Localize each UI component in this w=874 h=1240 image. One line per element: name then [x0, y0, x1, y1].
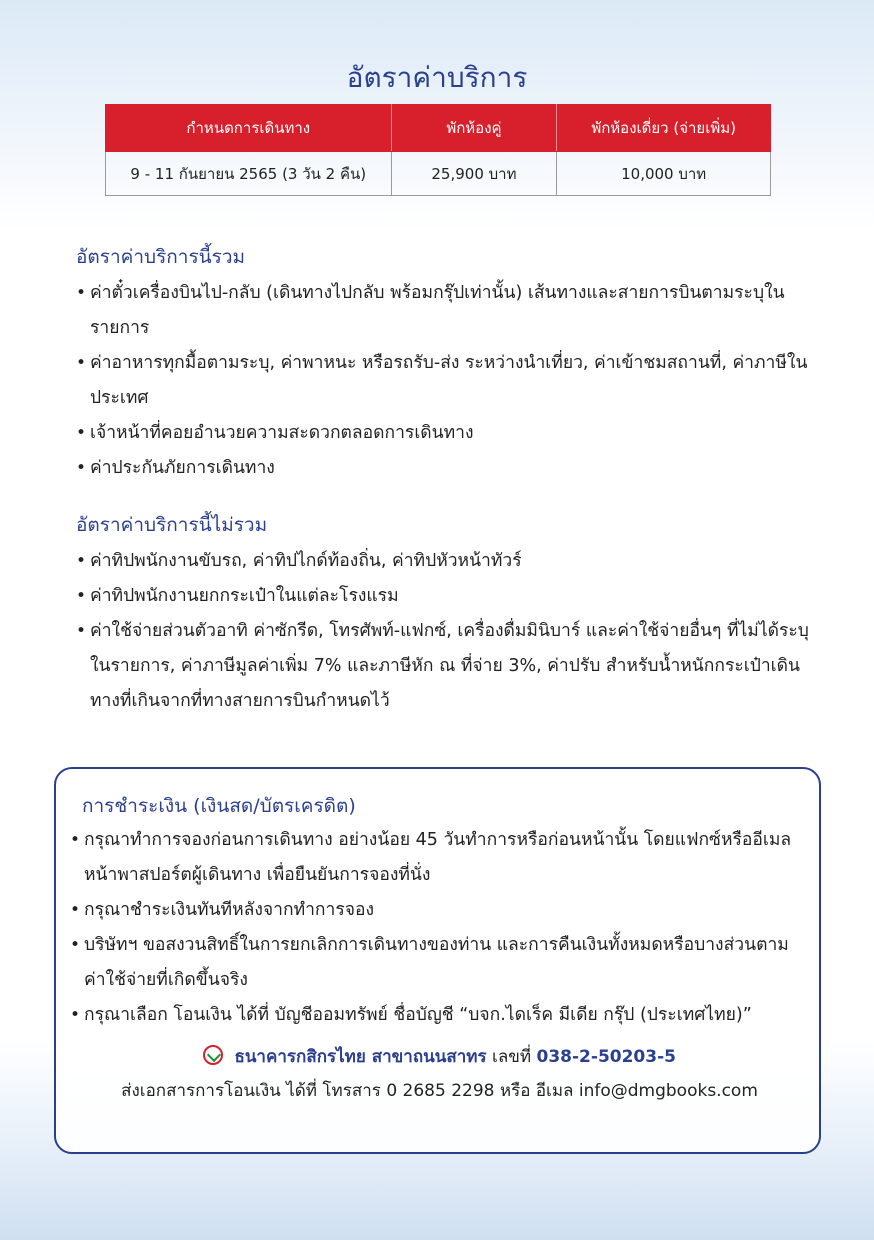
- account-label: เลขที่: [492, 1047, 532, 1067]
- column-header-travel-date: กำหนดการเดินทาง: [106, 105, 392, 152]
- payment-list: [70, 823, 810, 1033]
- bank-account-line: [56, 1043, 823, 1071]
- includes-list: [76, 276, 816, 486]
- travel-date-cell: 9 - 11 กันยายน 2565 (3 วัน 2 คืน): [106, 152, 392, 196]
- list-item: • บริษัทฯ ขอสงวนสิทธิ์ในการยกเลิกการเดินทางของท่าน และการคืนเงินทั้งหมดหรือบางส่วนตามค่าใช้จ่ายที่เกิดขึ้นจริง: [70, 928, 810, 998]
- payment-section: [70, 791, 810, 1033]
- table-header-row: [106, 105, 771, 152]
- excludes-title: อัตราค่าบริการนี้ไม่รวม: [76, 514, 268, 536]
- column-header-twin-room: พักห้องคู่: [391, 105, 557, 152]
- list-item: • ค่าทิปพนักงานขับรถ, ค่าทิปไกด์ท้องถิ่น, ค่าทิปหัวหน้าทัวร์: [76, 544, 816, 579]
- includes-section: [76, 242, 816, 486]
- excludes-section: [76, 510, 816, 719]
- includes-title: อัตราค่าบริการนี้รวม: [76, 246, 246, 268]
- single-room-price-cell: 10,000 บาท: [557, 152, 771, 196]
- list-item: • ค่าอาหารทุกมื้อตามระบุ, ค่าพาหนะ หรือรถรับ-ส่ง ระหว่างนำเที่ยว, ค่าเข้าชมสถานที่, ค่าภาษีในประเทศ: [76, 346, 816, 416]
- bank-name: ธนาคารกสิกรไทย สาขาถนนสาทร: [234, 1047, 487, 1067]
- rates-table: [105, 104, 771, 196]
- kasikorn-logo-icon: [203, 1045, 223, 1065]
- list-item: • ค่าประกันภัยการเดินทาง: [76, 451, 816, 486]
- twin-room-price-cell: 25,900 บาท: [391, 152, 557, 196]
- list-item: • กรุณาเลือก โอนเงิน ได้ที่ บัญชีออมทรัพย์ ชื่อบัญชี “บจก.ไดเร็ค มีเดีย กรุ๊ป (ประเทศไทย)”: [70, 998, 810, 1033]
- list-item: • กรุณาชำระเงินทันทีหลังจากทำการจอง: [70, 893, 810, 928]
- transfer-note: ส่งเอกสารการโอนเงิน ได้ที่ โทรสาร 0 2685 2298 หรือ อีเมล info@dmgbooks.com: [121, 1081, 758, 1101]
- page-title: อัตราค่าบริการ: [346, 61, 528, 94]
- list-item: • กรุณาทำการจองก่อนการเดินทาง อย่างน้อย 45 วันทำการหรือก่อนหน้านั้น โดยแฟกซ์หรืออีเมลหน้าพาสปอร์ตผู้เดินทาง เพื่อยืนยันการจองที่นั่ง: [70, 823, 810, 893]
- list-item: • ค่าใช้จ่ายส่วนตัวอาทิ ค่าซักรีด, โทรศัพท์-แฟกซ์, เครื่องดื่มมินิบาร์ และค่าใช้จ่ายอื่นๆ ที่ไม่ได้ระบุในรายการ, ค่าภาษีมูลค่าเพิ่ม 7% และภาษีหัก ณ ที่จ่าย 3%, ค่าปรับ สำหรับน้ำหนักกระเป๋าเดินทางที่เกินจากที่ทางสายการบินกำหนดไว้: [76, 614, 816, 719]
- excludes-list: [76, 544, 816, 719]
- list-item: • ค่าทิปพนักงานยกกระเป๋าในแต่ละโรงแรม: [76, 579, 816, 614]
- payment-box: [54, 767, 821, 1154]
- list-item: • ค่าตั๋วเครื่องบินไป-กลับ (เดินทางไปกลับ พร้อมกรุ๊ปเท่านั้น) เส้นทางและสายการบินตามระบุในรายการ: [76, 276, 816, 346]
- account-number: 038-2-50203-5: [536, 1047, 676, 1067]
- table-row: [106, 152, 771, 196]
- column-header-single-room: พักห้องเดี่ยว (จ่ายเพิ่ม): [557, 105, 771, 152]
- payment-title: การชำระเงิน (เงินสด/บัตรเครดิต): [82, 795, 356, 817]
- list-item: • เจ้าหน้าที่คอยอำนวยความสะดวกตลอดการเดินทาง: [76, 416, 816, 451]
